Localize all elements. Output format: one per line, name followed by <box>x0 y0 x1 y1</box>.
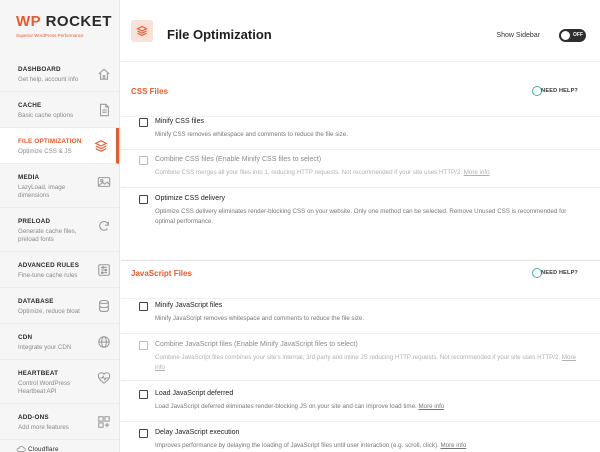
option-combine-js: Combine JavaScript files (Enable Minify JavaScript files to select) Combine JavaScript files combines your site's internal, 3rd party and inline JS reducing HTTP requests. Not recommended if your site uses HTTP/2. More info <box>121 341 600 381</box>
logo-wp: WP <box>16 13 41 30</box>
page-header <box>121 0 600 62</box>
option-combine-css: Combine CSS files (Enable Minify CSS files to select) Combine CSS merges all your files into 1, reducing HTTP requests. Not recommended if your site uses HTTP/2. More info <box>121 156 600 188</box>
more-info-link[interactable]: More info <box>440 442 467 449</box>
sidebar-item-media[interactable]: MEDIA LazyLoad, image dimensions <box>0 164 119 208</box>
option-load-js-deferred: Load JavaScript deferred Load JavaScript deferred eliminates render-blocking JS on your site and can improve load time. More info <box>121 390 600 422</box>
option-minify-js: Minify JavaScript files Minify JavaScript removes whitespace and comments to reduce the file size. <box>121 302 600 334</box>
css-files-section-header <box>121 63 600 117</box>
combine-js-checkbox[interactable] <box>139 341 148 350</box>
sidebar-item-cache[interactable]: CACHE Basic cache options <box>0 92 119 128</box>
sidebar-item-heartbeat[interactable]: HEARTBEAT Control WordPress Heartbeat API <box>0 360 119 404</box>
sidebar-item-advanced-rules[interactable]: ADVANCED RULES Fine-tune cache rules <box>0 252 119 288</box>
sidebar-item-add-ons[interactable]: ADD-ONS Add more features <box>0 404 119 440</box>
more-info-link[interactable]: More info <box>463 169 490 176</box>
wp-rocket-logo[interactable] <box>0 0 119 56</box>
toggle-state: OFF <box>573 32 583 38</box>
image-icon <box>97 175 111 189</box>
sidebar-item-preload[interactable]: PRELOAD Generate cache files, preload fonts <box>0 208 119 252</box>
toggle-knob <box>561 31 570 40</box>
refresh-icon <box>97 219 111 233</box>
home-icon <box>97 67 111 81</box>
file-icon <box>97 103 111 117</box>
logo-tagline: Superior WordPress Performance <box>16 33 84 38</box>
more-info-link[interactable]: More info <box>418 403 445 410</box>
heartbeat-icon <box>97 371 111 385</box>
logo-rocket: ROCKET <box>45 13 112 30</box>
option-minify-css: Minify CSS files Minify CSS removes whitespace and comments to reduce the file size. <box>121 118 600 150</box>
need-help-link-css[interactable]: NEED HELP? <box>541 88 578 94</box>
sidebar-item-cdn[interactable]: CDN Integrate your CDN <box>0 324 119 360</box>
sidebar <box>0 0 120 452</box>
layers-icon <box>131 20 153 42</box>
option-optimize-css-delivery: Optimize CSS delivery Optimize CSS delivery eliminates render-blocking CSS on your website. Only one method can be selected. Remove Unused CSS is recommended for optimal performance. <box>121 195 600 261</box>
more-info-link[interactable]: More info <box>155 354 576 371</box>
sliders-icon <box>97 263 111 277</box>
sidebar-item-dashboard[interactable]: DASHBOARD Get help, account info <box>0 56 119 92</box>
section-title-css: CSS Files <box>131 87 168 96</box>
sidebar-item-cloudflare[interactable]: Cloudflare <box>0 440 119 452</box>
section-title-js: JavaScript Files <box>131 269 192 278</box>
load-js-deferred-checkbox[interactable] <box>139 390 148 399</box>
optimize-css-delivery-checkbox[interactable] <box>139 195 148 204</box>
show-sidebar-label: Show Sidebar <box>496 32 540 39</box>
sidebar-item-database[interactable]: DATABASE Optimize, reduce bloat <box>0 288 119 324</box>
minify-js-checkbox[interactable] <box>139 302 148 311</box>
minify-css-checkbox[interactable] <box>139 118 148 127</box>
show-sidebar-toggle[interactable] <box>559 29 586 42</box>
layers-icon <box>94 139 108 153</box>
cloud-icon <box>16 444 26 452</box>
sidebar-item-file-optimization[interactable]: FILE OPTIMIZATION Optimize CSS & JS <box>0 128 119 164</box>
javascript-files-section-header <box>121 245 600 299</box>
need-help-link-js[interactable]: NEED HELP? <box>541 270 578 276</box>
option-delay-js-execution: Delay JavaScript execution Improves performance by delaying the loading of JavaScript files until user interaction (e.g. scroll, click). More info <box>121 429 600 452</box>
addons-icon <box>97 415 111 429</box>
combine-css-checkbox[interactable] <box>139 156 148 165</box>
globe-icon <box>97 335 111 349</box>
database-icon <box>97 299 111 313</box>
delay-js-checkbox[interactable] <box>139 429 148 438</box>
page-title: File Optimization <box>167 27 272 42</box>
